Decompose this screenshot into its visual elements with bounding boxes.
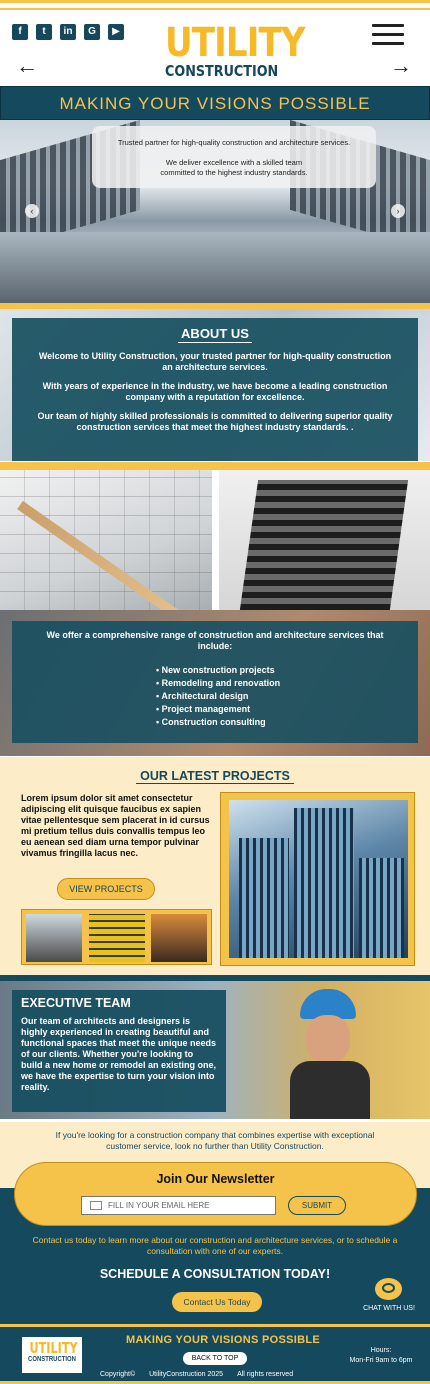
newsletter-form: [14, 1162, 417, 1226]
footer-logo-word-utility: UTILITY: [29, 1339, 78, 1357]
about-section: [0, 309, 430, 461]
view-projects-button[interactable]: VIEW PROJECTS: [57, 878, 155, 900]
linkedin-icon[interactable]: in: [60, 24, 76, 40]
divider-strip: [0, 462, 430, 470]
project-thumbnail[interactable]: [89, 914, 145, 962]
about-paragraph: With years of experience in the industry, we have become a leading construction company with a reputation for excellence.: [42, 381, 388, 402]
service-item: • Construction consulting: [156, 717, 266, 727]
hero-title-bar: [0, 86, 430, 120]
back-arrow-icon[interactable]: ←: [16, 53, 38, 78]
hours-label: Hours:: [370, 1347, 392, 1354]
services-intro: We offer a comprehensive range of construction and architecture services that include:: [46, 630, 384, 651]
service-item: • Project management: [156, 704, 251, 714]
projects-description: Lorem ipsum dolor sit amet consectetur adipiscing elit quisque faucibus ex sapien vitae pellentesque sem placerat in id cursus mi pretium tellus duis convallis tempus leo eu aenean sed diam urna tempor pulvinar vivamus fringilla lacus nec.: [21, 793, 210, 858]
chat-bubble-icon[interactable]: [375, 1278, 402, 1300]
about-card: [12, 318, 418, 461]
hero-caption-line2: We deliver excellence with a skilled team committed to the highest industry standards.: [160, 158, 308, 177]
blueprint-image: [0, 470, 212, 610]
executive-card: [12, 990, 226, 1112]
youtube-icon[interactable]: ▶: [108, 24, 124, 40]
hero-reflection: [0, 232, 430, 303]
copyright-rights: All rights reserved: [237, 1371, 294, 1378]
site-logo[interactable]: [156, 20, 305, 80]
slider-prev-icon[interactable]: ‹: [25, 204, 39, 218]
business-hours: [340, 1346, 422, 1366]
about-title: ABOUT US: [178, 326, 252, 343]
hero-caption-card: [92, 126, 376, 188]
chat-label[interactable]: CHAT WITH US!: [363, 1305, 415, 1312]
envelope-icon: [90, 1201, 102, 1210]
contact-us-button[interactable]: Contact Us Today: [172, 1292, 262, 1312]
projects-title-wrap: [0, 767, 430, 785]
projects-section: [0, 757, 430, 975]
about-paragraph: Our team of highly skilled professionals is committed to delivering superior quality construction services that meet the highest industry standards. .: [37, 411, 393, 432]
site-header: [0, 0, 430, 86]
email-placeholder: FILL IN YOUR EMAIL HERE: [108, 1201, 210, 1210]
about-paragraph: Welcome to Utility Construction, your trusted partner for high-quality construction an architecture services.: [38, 351, 392, 372]
services-list: [156, 664, 418, 729]
contact-text: Contact us today to learn more about our construction and architecture services, or to schedule a consultation with one of our experts.: [32, 1235, 398, 1256]
footer-tagline: MAKING YOUR VISIONS POSSIBLE: [125, 1334, 320, 1346]
project-thumbnails: [21, 909, 212, 965]
cta-intro-text: If you're looking for a construction company that combines expertise with exceptional customer service, look no further than Utility Construction.: [55, 1130, 375, 1151]
projects-title: OUR LATEST PROJECTS: [136, 769, 294, 784]
email-input[interactable]: [81, 1196, 276, 1215]
service-item: • Architectural design: [156, 691, 249, 701]
logo-word-utility: UTILITY: [165, 20, 305, 66]
executive-photo: [290, 981, 370, 1119]
service-item: • New construction projects: [156, 665, 275, 675]
copyright-label: Copyright©: [100, 1371, 136, 1378]
google-icon[interactable]: G: [84, 24, 100, 40]
back-to-top-button[interactable]: BACK TO TOP: [183, 1352, 247, 1365]
schedule-heading: SCHEDULE A CONSULTATION TODAY!: [99, 1267, 331, 1281]
forward-arrow-icon[interactable]: →: [390, 53, 412, 78]
services-card: [12, 621, 418, 743]
hero-title: MAKING YOUR VISIONS POSSIBLE: [59, 94, 371, 113]
services-section: [0, 610, 430, 756]
site-footer: [0, 1324, 430, 1384]
featured-project-frame: [220, 792, 415, 966]
hero-slider: [0, 120, 430, 303]
executive-description: Our team of architects and designers is highly experienced in creating beautiful and functional spaces that meet the unique needs of our clients. Whether you're looking to build a new home or remodel an existing one, we have the expertise to turn your vision into reality.: [21, 1016, 217, 1092]
facebook-icon[interactable]: f: [12, 24, 28, 40]
twitter-icon[interactable]: t: [36, 24, 52, 40]
header-top-rule: [0, 8, 430, 10]
hours-value: Mon-Fri 9am to 6pm: [349, 1357, 413, 1364]
social-links: [12, 24, 124, 40]
service-item: • Remodeling and renovation: [156, 678, 281, 688]
footer-logo[interactable]: [22, 1337, 82, 1373]
project-thumbnail[interactable]: [26, 914, 82, 962]
hero-caption-line1: Trusted partner for high-quality construction and architecture services.: [117, 138, 351, 147]
tower-image: [219, 470, 430, 610]
copyright: [100, 1371, 350, 1378]
featured-project-image[interactable]: [229, 800, 408, 958]
slider-next-icon[interactable]: ›: [391, 204, 405, 218]
copyright-company: UtilityConstruction 2025: [149, 1371, 224, 1378]
executive-section: [0, 981, 430, 1119]
submit-button[interactable]: SUBMIT: [288, 1196, 346, 1215]
footer-logo-word-construction: CONSTRUCTION: [28, 1356, 76, 1363]
executive-title: EXECUTIVE TEAM: [21, 996, 131, 1010]
project-thumbnail[interactable]: [151, 914, 207, 962]
hamburger-menu-icon[interactable]: [372, 24, 404, 46]
newsletter-title: Join Our Newsletter: [156, 1172, 275, 1186]
logo-word-construction: CONSTRUCTION: [165, 62, 279, 80]
